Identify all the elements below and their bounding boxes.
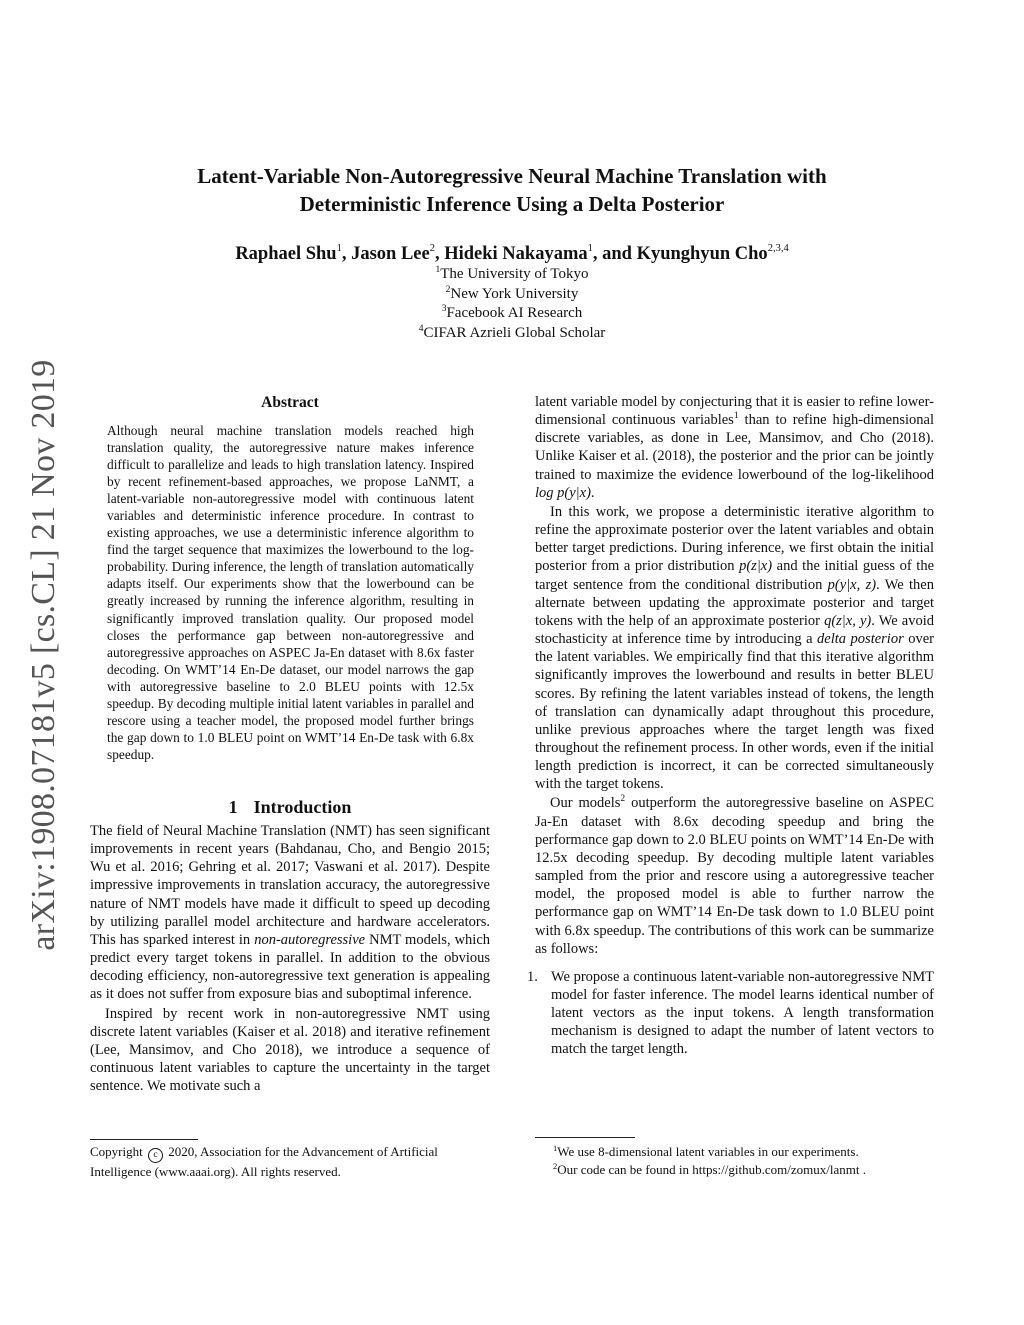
math-expression: log p(y|x) <box>535 484 591 501</box>
title-line-1: Latent-Variable Non-Autoregressive Neural Machine Translation with <box>197 164 827 188</box>
paragraph-text: . We then alternate between updating the approximate posterior and target tokens with the help of an approximate posterior <box>535 576 934 629</box>
author-affil-marker: 2,3,4 <box>767 243 789 254</box>
affiliation-marker: 2 <box>445 284 451 295</box>
affiliation-name: New York University <box>450 285 579 302</box>
affiliation <box>120 265 904 285</box>
copyright-prefix: Copyright <box>90 1144 143 1159</box>
math-expression: p(z|x) <box>739 558 773 575</box>
paragraph <box>535 393 934 502</box>
affiliation-marker: 3 <box>441 304 447 314</box>
copyright-notice <box>90 1143 490 1180</box>
list-item-text: We propose a continuous latent-variable non-autoregressive NMT model for faster inference. The model learns identical number of latent vectors as the input tokens. A length transformation mechanism is designed to adapt the number of latent vectors to match the target length. <box>551 968 934 1058</box>
author-affil-marker: 2 <box>429 243 435 254</box>
affiliation <box>120 324 904 344</box>
affiliation-marker: 4 <box>418 323 424 334</box>
paragraph-text: over the latent variables. We empirically find that this iterative algorithm significantly improves the lowerbound and results in better BLEU scores. By refining the latent variables instead of tokens, the length of translation can dynamically adapt throughout this procedure, unlike previous approaches where the target length was fixed throughout the refinement process. In other words, even if the initial length prediction is incorrect, it can be corrected simultaneously with the target tokens. <box>535 631 935 793</box>
author-name: Kyunghyun Cho <box>636 244 768 264</box>
paragraph: Inspired by recent work in non-autoregressive NMT using discrete latent variables (Kaiser et al. 2018) and iterative refinement (Lee, Mansimov, and Cho 2018), we introduce a sequence of continuous latent variables to capture the uncertainty in the target sentence. We motivate such a <box>90 1005 490 1095</box>
emphasis: delta posterior <box>817 631 904 648</box>
arxiv-stamp: arXiv:1908.07181v5 [cs.CL] 21 Nov 2019 <box>25 359 62 951</box>
section-heading-introduction <box>90 796 490 818</box>
paragraph-text: Our models <box>550 795 621 812</box>
abstract-heading: Abstract <box>261 394 319 411</box>
footnote-rule <box>90 1139 198 1140</box>
paragraph-text: NMT models, which predict every target tokens in parallel. In addition to the obvious decoding efficiency, non-autoregressive text generation is appealing as it does not suffer from exposure bias and suboptimal inference. <box>90 931 491 1003</box>
author-name: Hideki Nakayama <box>444 244 588 264</box>
author-name: Jason Lee <box>351 244 430 264</box>
footnote-marker: 2 <box>553 1160 558 1171</box>
author-list <box>120 242 904 266</box>
author-name: Raphael Shu <box>235 244 337 264</box>
intro-right-column <box>527 393 935 1059</box>
paragraph-text: . <box>590 484 595 501</box>
affiliation-name: Facebook AI Research <box>446 305 583 321</box>
emphasis: non-autoregressive <box>254 931 366 948</box>
math-expression: p(y|x, z) <box>827 576 877 593</box>
footnote-list <box>553 1143 934 1178</box>
math-expression: q(z|x, y) <box>824 612 872 629</box>
author-affil-marker: 1 <box>336 243 342 254</box>
author-separator: , <box>434 244 445 264</box>
paper-title <box>120 162 904 218</box>
affiliation <box>120 304 904 324</box>
title-line-2: Deterministic Inference Using a Delta Posterior <box>299 192 725 216</box>
list-number: 1. <box>527 968 538 985</box>
footnote <box>553 1143 934 1161</box>
affiliation-marker: 1 <box>435 265 441 275</box>
footnote-text: We use 8-dimensional latent variables in our experiments. <box>557 1144 859 1159</box>
copyright-text: 2020, Association for the Advancement of Artificial Intelligence (www.aaai.org). All rights reserved. <box>90 1144 438 1179</box>
paragraph-text: latent variable model by conjecturing that it is easier to refine lower-dimensional continuous variables <box>535 394 934 429</box>
paragraph-text: than to refine high-dimensional discrete variables, as done in Lee, Mansimov, and Cho (2018). Unlike Kaiser et al. (2018), the posterior and the prior can be jointly trained to maximize the evidence lowerbound of the log-likelihood <box>535 412 935 483</box>
section-number: 1 <box>228 797 238 817</box>
affiliation <box>120 285 904 305</box>
paragraph-text: The field of Neural Machine Translation (NMT) has seen significant improvements in recent years (Bahdanau, Cho, and Bengio 2015; Wu et al. 2016; Gehring et al. 2017; Vaswani et al. 2017). Despite impressive improvements in translation accuracy, the autoregressive nature of NMT models have made it difficult to speed up decoding by utilizing parallel model architecture and hardware accelerators. This has sparked interest in <box>90 823 490 948</box>
paragraph <box>535 503 934 794</box>
footnote-marker: 2 <box>620 794 626 805</box>
footnote <box>553 1161 934 1179</box>
section-title: Introduction <box>253 797 352 817</box>
abstract-text: Although neural machine translation models reached high translation quality, the autoregressive nature makes inference difficult to parallelize and leads to high translation latency. Inspired by recent refinement-based approaches, we propose LaNMT, a latent-variable non-autoregressive model with continuous latent variables and deterministic inference procedure. In contrast to existing approaches, we use a deterministic inference algorithm to find the target sequence that maximizes the lowerbound to the log-probability. During inference, the length of translation automatically adapts itself. Our experiments show that the lowerbound can be greatly increased by running the inference algorithm, resulting in significantly improved translation quality. Our proposed model closes the performance gap between non-autoregressive and autoregressive approaches on ASPEC Ja-En dataset with 8.6x faster decoding. On WMT’14 En-De dataset, our model narrows the gap with autoregressive baseline to 2.0 BLEU points with 12.5x speedup. By decoding multiple initial latent variables in parallel and rescore using a teacher model, the proposed model further brings the gap down to 1.0 BLEU point on WMT’14 En-De task with 6.8x speedup. <box>107 423 474 762</box>
paragraph-text: In this work, we propose a deterministic iterative algorithm to refine the approximate posterior over the latent variables and obtain better target predictions. During inference, we first obtain the initial posterior from a prior distribution <box>535 503 934 575</box>
author-affil-marker: 1 <box>587 243 593 254</box>
footnote-marker: 1 <box>733 411 739 422</box>
footnote-marker: 1 <box>553 1143 558 1153</box>
footnote-rule <box>535 1137 635 1138</box>
paragraph <box>535 794 934 957</box>
intro-left-column <box>90 822 490 1095</box>
paragraph <box>90 822 490 1004</box>
author-separator: , and <box>592 244 637 264</box>
copyright-symbol: c <box>148 1148 163 1163</box>
paragraph-text: and the initial guess of the target sentence from the conditional distribution <box>535 558 935 593</box>
paragraph-text: outperform the autoregressive baseline on ASPEC Ja-En dataset with 8.6x decoding speedup and bring the performance gap down to 2.0 BLEU points on WMT’14 En-De with 12.5x decoding speedup. By decoding multiple latent variables sampled from the prior and rescore using a autoregressive teacher model, the proposed model is able to further narrow the performance gap on WMT’14 En-De task down to 1.0 BLEU point with 6.8x speedup. The contributions of this work can be summarize as follows: <box>535 795 934 957</box>
footnote-text: Our code can be found in https://github.com/zomux/lanmt . <box>557 1161 866 1177</box>
affiliation-name: CIFAR Azrieli Global Scholar <box>423 324 606 341</box>
contribution-item <box>527 968 934 1059</box>
paragraph-text: . We avoid stochasticity at inference time by introducing a <box>535 612 934 648</box>
author-separator: , <box>341 244 352 264</box>
affiliation-list <box>120 265 904 343</box>
affiliation-name: The University of Tokyo <box>440 266 589 282</box>
